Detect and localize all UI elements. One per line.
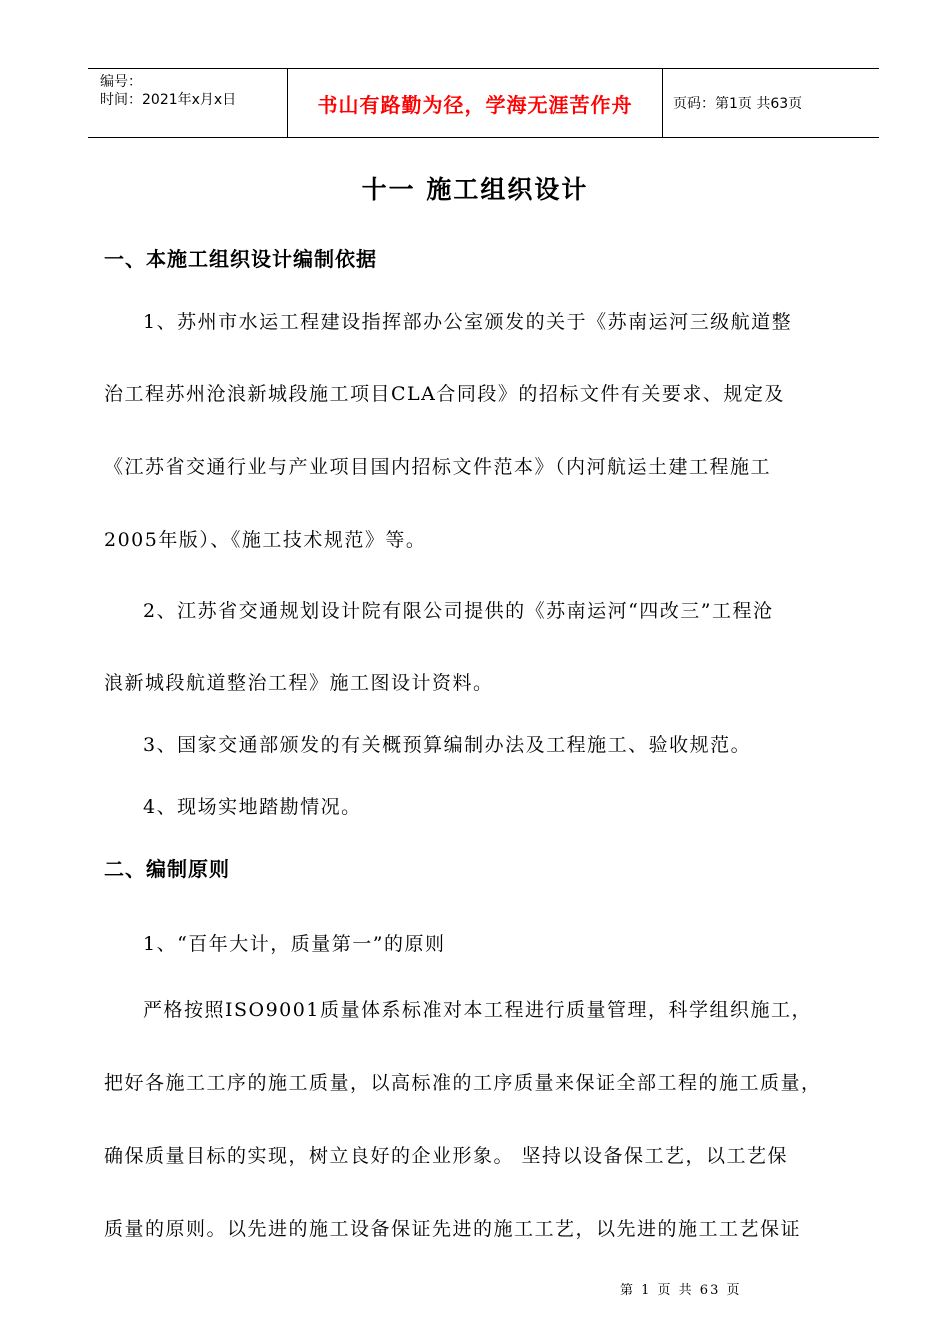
- page-footer: 第 1 页 共 63 页: [620, 1283, 742, 1298]
- paragraph-line: 浪新城段航道整治工程》施工图设计资料。: [104, 672, 494, 694]
- paragraph-line: 1、“百年大计，质量第一”的原则: [143, 933, 446, 955]
- section-heading-2: 二、编制原则: [104, 857, 230, 881]
- section-heading-1: 一、本施工组织设计编制依据: [104, 247, 377, 271]
- document-title: 十一 施工组织设计: [361, 175, 589, 204]
- paragraph-line: 把好各施工工序的施工质量，以高标准的工序质量来保证全部工程的施工质量，: [104, 1072, 822, 1094]
- paragraph-line: 2、江苏省交通规划设计院有限公司提供的《苏南运河“四改三”工程沧: [143, 600, 774, 622]
- paragraph-line: 3、国家交通部颁发的有关概预算编制办法及工程施工、验收规范。: [143, 734, 752, 756]
- header-page-info: 页码：第1页 共63页: [673, 96, 803, 112]
- paragraph-line: 4、现场实地踏勘情况。: [143, 796, 362, 818]
- serial-label: 编号：: [100, 74, 142, 90]
- header-table: [88, 68, 879, 138]
- paragraph-line: 确保质量目标的实现，树立良好的企业形象。 坚持以设备保工艺，以工艺保: [104, 1145, 789, 1167]
- header-meta: [88, 69, 288, 137]
- time-label: 时间：2021年x月x日: [100, 92, 237, 108]
- paragraph-line: 严格按照ISO9001质量体系标准对本工程进行质量管理，科学组织施工，: [143, 999, 812, 1021]
- paragraph-line: 1、苏州市水运工程建设指挥部办公室颁发的关于《苏南运河三级航道整: [143, 311, 793, 333]
- paragraph-line: 治工程苏州沧浪新城段施工项目CLA合同段》的招标文件有关要求、规定及: [104, 383, 785, 405]
- paragraph-line: 质量的原则。以先进的施工设备保证先进的施工工艺，以先进的施工工艺保证: [104, 1218, 802, 1240]
- paragraph-line: 《江苏省交通行业与产业项目国内招标文件范本》（内河航运土建工程施工: [104, 456, 772, 478]
- paragraph-line: 2005年版）、《施工技术规范》等。: [104, 529, 427, 551]
- header-motto: 书山有路勤为径，学海无涯苦作舟: [288, 69, 663, 137]
